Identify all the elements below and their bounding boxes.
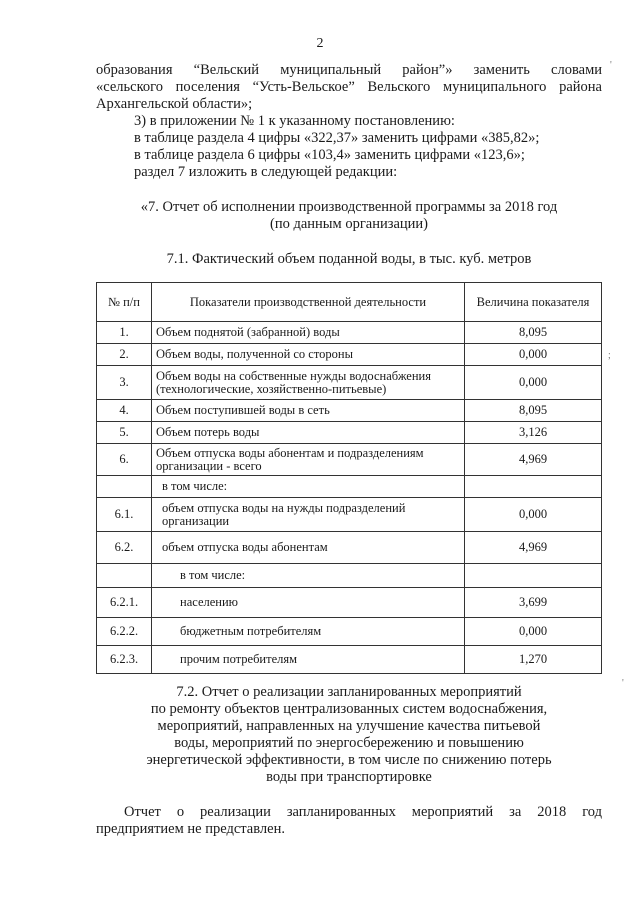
page-number: 2 bbox=[316, 36, 324, 51]
row-num: 3. bbox=[97, 366, 152, 400]
intro-line-1: образования “Вельский муниципальный район”» заменить словами bbox=[96, 62, 602, 78]
row-value: 3,126 bbox=[465, 422, 602, 444]
row-value: 1,270 bbox=[465, 646, 602, 674]
row-label: в том числе: bbox=[152, 476, 465, 498]
row-label: бюджетным потребителям bbox=[152, 618, 465, 646]
row-num: 5. bbox=[97, 422, 152, 444]
row-num: 6.2. bbox=[97, 532, 152, 564]
header-indicator: Показатели производственной деятельности bbox=[152, 283, 465, 322]
item-3c: раздел 7 изложить в следующей редакции: bbox=[134, 164, 398, 180]
scan-mark: ' bbox=[622, 678, 624, 689]
row-value: 3,699 bbox=[465, 588, 602, 618]
row-label: Объем поднятой (забранной) воды bbox=[152, 322, 465, 344]
scan-mark: ; bbox=[608, 350, 611, 361]
row-label: объем отпуска воды на нужды подразделений организации bbox=[152, 498, 465, 532]
section-7-2-line-5: энергетической эффективности, в том числе по снижению потерь bbox=[146, 752, 552, 768]
row-value bbox=[465, 476, 602, 498]
closing-line-1: Отчет о реализации запланированных мероприятий за 2018 год bbox=[124, 804, 602, 820]
header-value: Величина показателя bbox=[465, 283, 602, 322]
row-num: 6.1. bbox=[97, 498, 152, 532]
table-row bbox=[97, 344, 602, 366]
row-label: Объем поступившей воды в сеть bbox=[152, 400, 465, 422]
row-num: 1. bbox=[97, 322, 152, 344]
section-7-2-line-6: воды при транспортировке bbox=[266, 769, 432, 785]
row-value: 8,095 bbox=[465, 400, 602, 422]
row-num: 6.2.2. bbox=[97, 618, 152, 646]
intro-line-3: Архангельской области»; bbox=[96, 96, 253, 112]
table-row bbox=[97, 422, 602, 444]
row-num bbox=[97, 476, 152, 498]
table-row bbox=[97, 366, 602, 400]
row-value: 4,969 bbox=[465, 444, 602, 476]
section-7-subtitle: (по данным организации) bbox=[269, 216, 428, 232]
row-value: 4,969 bbox=[465, 532, 602, 564]
row-value: 0,000 bbox=[465, 618, 602, 646]
row-num: 6. bbox=[97, 444, 152, 476]
section-7-1-title: 7.1. Фактический объем поданной воды, в тыс. куб. метров bbox=[166, 251, 532, 267]
row-label: в том числе: bbox=[152, 564, 465, 588]
table-row bbox=[97, 498, 602, 532]
scan-mark: ' bbox=[610, 60, 612, 71]
row-label: Объем потерь воды bbox=[152, 422, 465, 444]
item-3b: в таблице раздела 6 цифры «103,4» заменить цифрами «123,6»; bbox=[134, 147, 525, 163]
row-value: 8,095 bbox=[465, 322, 602, 344]
row-label: прочим потребителям bbox=[152, 646, 465, 674]
table-row bbox=[97, 322, 602, 344]
table-header-row bbox=[97, 283, 602, 322]
table-row bbox=[97, 476, 602, 498]
item-3: 3) в приложении № 1 к указанному постановлению: bbox=[134, 113, 455, 129]
table-row bbox=[97, 646, 602, 674]
table-row bbox=[97, 618, 602, 646]
table-row bbox=[97, 564, 602, 588]
row-label: Объем воды, полученной со стороны bbox=[152, 344, 465, 366]
row-num: 4. bbox=[97, 400, 152, 422]
section-7-2-line-4: воды, мероприятий по энергосбережению и повышению bbox=[174, 735, 524, 751]
table-row bbox=[97, 588, 602, 618]
intro-line-2: «сельского поселения “Усть-Вельское” Вельского муниципального района bbox=[96, 79, 602, 95]
row-value: 0,000 bbox=[465, 344, 602, 366]
row-value: 0,000 bbox=[465, 498, 602, 532]
item-3a: в таблице раздела 4 цифры «322,37» заменить цифрами «385,82»; bbox=[134, 130, 540, 146]
header-num: № п/п bbox=[97, 283, 152, 322]
water-volume-table bbox=[96, 282, 602, 674]
row-num: 6.2.3. bbox=[97, 646, 152, 674]
row-label: Объем отпуска воды абонентам и подразделениям организации - всего bbox=[152, 444, 465, 476]
row-label: населению bbox=[152, 588, 465, 618]
row-num bbox=[97, 564, 152, 588]
row-num: 2. bbox=[97, 344, 152, 366]
section-7-2-line-1: 7.2. Отчет о реализации запланированных мероприятий bbox=[176, 684, 522, 700]
table-row bbox=[97, 532, 602, 564]
section-7-title: «7. Отчет об исполнении производственной программы за 2018 год bbox=[140, 199, 558, 215]
row-value: 0,000 bbox=[465, 366, 602, 400]
table-row bbox=[97, 400, 602, 422]
closing-line-2: предприятием не представлен. bbox=[96, 821, 285, 837]
row-label: объем отпуска воды абонентам bbox=[152, 532, 465, 564]
row-value bbox=[465, 564, 602, 588]
row-num: 6.2.1. bbox=[97, 588, 152, 618]
row-label: Объем воды на собственные нужды водоснабжения (технологические, хозяйственно-питьевые) bbox=[152, 366, 465, 400]
section-7-2-line-2: по ремонту объектов централизованных систем водоснабжения, bbox=[150, 701, 548, 717]
section-7-2-line-3: мероприятий, направленных на улучшение качества питьевой bbox=[157, 718, 541, 734]
table-row bbox=[97, 444, 602, 476]
